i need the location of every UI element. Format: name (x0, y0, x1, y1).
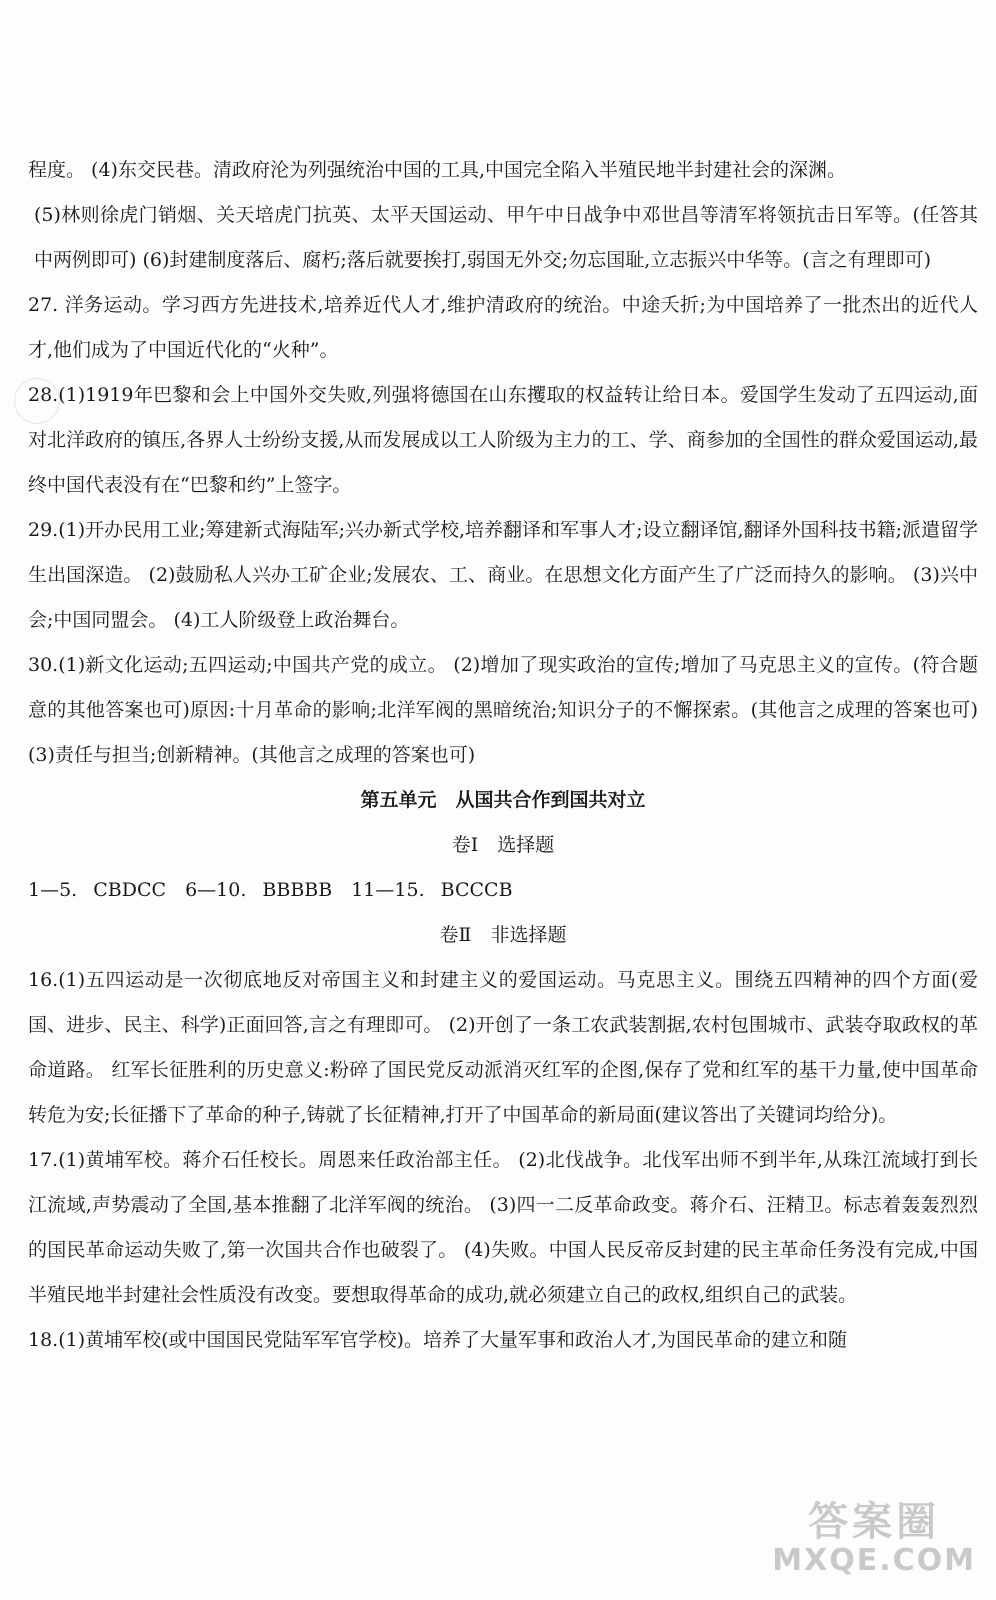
watermark-url: MXQE.COM (772, 1543, 976, 1578)
unit-title: 第五单元 从国共合作到国共对立 (360, 789, 646, 811)
answer-line-26-5: (5)林则徐虎门销烟、关天培虎门抗英、太平天国运动、甲午中日战争中邓世昌等清军将领抗击日军等。(任答其中两例即可) (6)封建制度落后、腐朽;落后就要挨打,弱国无外交;勿忘国耻,立志振兴中华等。(言之有理即可) (34, 204, 978, 271)
stamp-mark (14, 378, 60, 424)
answer-29: 29.(1)开办民用工业;筹建新式海陆军;兴办新式学校,培养翻译和军事人才;设立翻译馆,翻译外国科技书籍;派遣留学生出国深造。 (2)鼓励私人兴办工矿企业;发展农、工、商业。在思想文化方面产生了广泛而持久的影响。 (3)兴中会;中国同盟会。 (4)工人阶级登上政治舞台。 (28, 519, 978, 631)
answer-27: 27. 洋务运动。学习西方先进技术,培养近代人才,维护清政府的统治。中途夭折;为中国培养了一批杰出的近代人才,他们成为了中国近代化的“火种”。 (28, 294, 978, 361)
answer-30: 30.(1)新文化运动;五四运动;中国共产党的成立。 (2)增加了现实政治的宣传;增加了马克思主义的宣传。(符合题意的其他答案也可)原因:十月革命的影响;北洋军阀的黑暗统治;知识分子的不懈探索。(其他言之成理的答案也可) (3)责任与担当;创新精神。(其他言之成理的答案也可) (28, 654, 978, 766)
answer-16: 16.(1)五四运动是一次彻底地反对帝国主义和封建主义的爱国运动。马克思主义。围绕五四精神的四个方面(爱国、进步、民主、科学)正面回答,言之有理即可。 (2)开创了一条工农武装割据,农村包围城市、武装夺取政权的革命道路。 红军长征胜利的历史意义:粉碎了国民党反动派消灭红军的企图,保存了党和红军的基干力量,使中国革命转危为安;长征播下了革命的种子,铸就了长征精神,打开了中国革命的新局面(建议答出了关键词均给分)。 (28, 969, 978, 1126)
section-1-title: 卷Ⅰ 选择题 (451, 834, 555, 856)
answer-line-26-4: 程度。 (4)东交民巷。清政府沦为列强统治中国的工具,中国完全陷入半殖民地半封建社会的深渊。 (28, 159, 846, 181)
answer-17: 17.(1)黄埔军校。蒋介石任校长。周恩来任政治部主任。 (2)北伐战争。北伐军出师不到半年,从珠江流域打到长江流域,声势震动了全国,基本推翻了北洋军阀的统治。 (3)四一二反革命政变。蒋介石、汪精卫。标志着轰轰烈烈的国民革命运动失败了,第一次国共合作也破裂了。 (4)失败。中国人民反帝反封建的民主革命任务没有完成,中国半殖民地半封建社会性质没有改变。要想取得革命的成功,就必须建立自己的政权,组织自己的武装。 (28, 1149, 978, 1306)
answer-page (28, 148, 978, 1363)
answer-18: 18.(1)黄埔军校(或中国国民党陆军军官学校)。培养了大量军事和政治人才,为国民革命的建立和随 (28, 1329, 847, 1351)
watermark-logo (772, 1500, 976, 1578)
watermark-cn: 答案圈 (808, 1499, 941, 1545)
section-2-title: 卷Ⅱ 非选择题 (439, 924, 567, 946)
multiple-choice-answers: 1—5. CBDCC 6—10. BBBBB 11—15. BCCCB (28, 879, 513, 901)
answer-28: 28.(1)1919年巴黎和会上中国外交失败,列强将德国在山东攫取的权益转让给日本。爱国学生发动了五四运动,面对北洋政府的镇压,各界人士纷纷支援,从而发展成以工人阶级为主力的工、学、商参加的全国性的群众爱国运动,最终中国代表没有在“巴黎和约”上签字。 (28, 384, 978, 496)
